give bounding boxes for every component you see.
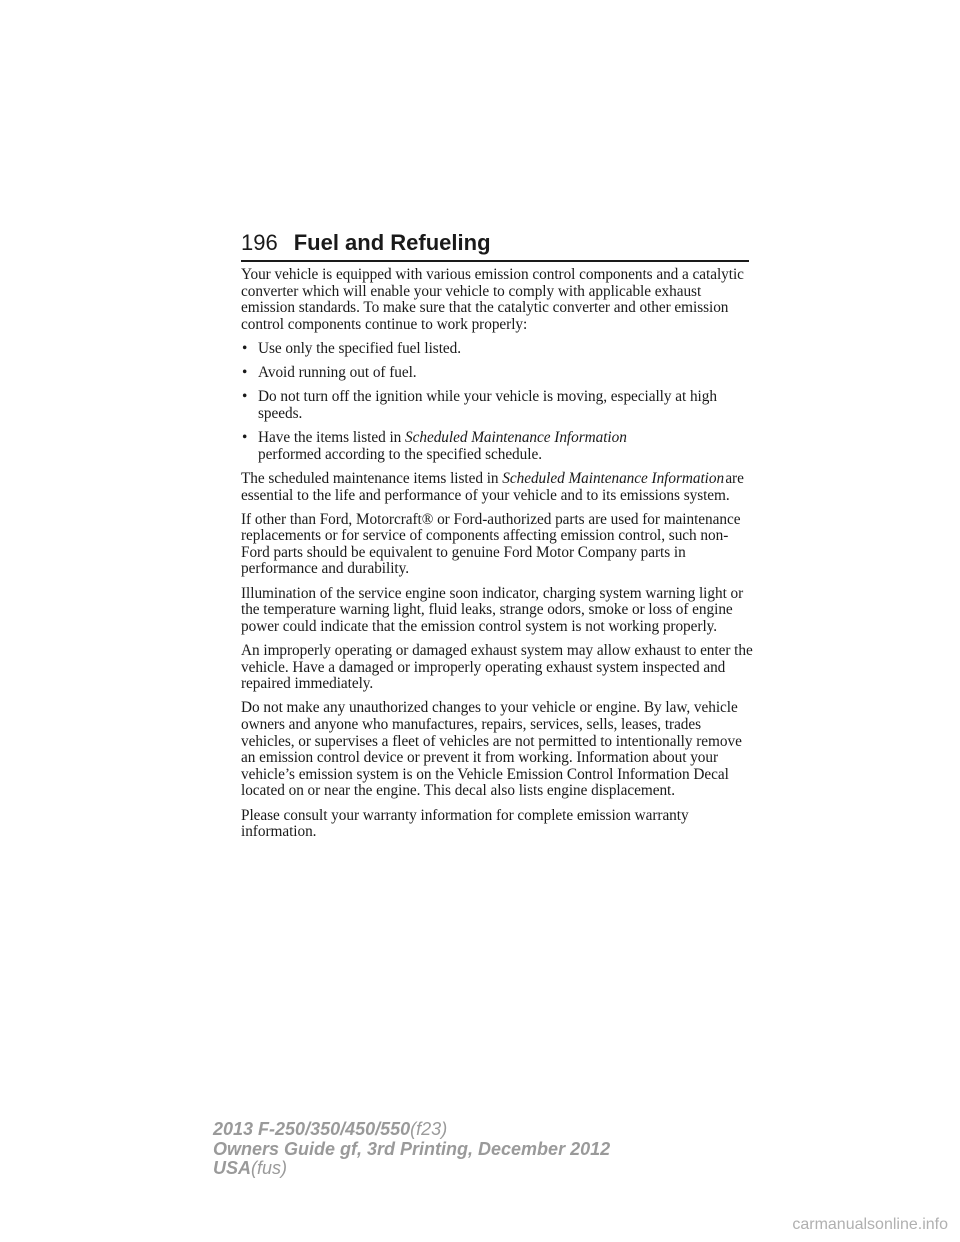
footer-line-model bbox=[213, 1120, 610, 1140]
parts-paragraph: If other than Ford, Motorcraft® or Ford-authorized parts are used for maintenance replacements or for service of components affecting emission control, such non-Ford parts should be equivalent to genuine Ford Motor Company parts in performance and durability. bbox=[241, 510, 741, 578]
bullet-icon: • bbox=[242, 429, 248, 447]
scheduled-maintenance-paragraph bbox=[241, 471, 753, 504]
list-item-text: Do not turn off the ignition while your vehicle is moving, especially at high speeds. bbox=[258, 388, 717, 422]
changes-paragraph: Do not make any unauthorized changes to your vehicle or engine. By law, vehicle owners and anyone who manufactures, repairs, services, sells, leases, trades vehicles, or supervises a fleet of vehicles are not permitted to intentionally remove an emission control device or prevent it from working. Information about your vehicle’s emission system is on the Vehicle Emission Control Information Decal located on or near the engine. This decal also lists engine displacement. bbox=[241, 699, 742, 800]
manual-body bbox=[241, 267, 753, 848]
emission-tips-list bbox=[241, 341, 753, 463]
exhaust-paragraph: An improperly operating or damaged exhaust system may allow exhaust to enter the vehicle. Have a damaged or improperly operating exhaust system inspected and repaired immediately. bbox=[241, 642, 753, 693]
intro-paragraph: Your vehicle is equipped with various emission control components and a catalytic converter which will enable your vehicle to comply with applicable exhaust emission standards. To make sure that the catalytic converter and other emission control components continue to work properly: bbox=[241, 266, 744, 333]
site-watermark: carmanualsonline.info bbox=[792, 1216, 948, 1233]
bullet-icon: • bbox=[242, 339, 248, 357]
document-footer bbox=[213, 1120, 610, 1179]
bullet-icon: • bbox=[242, 364, 248, 382]
cross-reference: Scheduled Maintenance Information bbox=[405, 429, 627, 447]
footer-line-region bbox=[213, 1159, 610, 1179]
paragraph-text: The scheduled maintenance items listed in bbox=[241, 469, 503, 487]
footer-model: 2013 F-250/350/450/550 bbox=[213, 1119, 411, 1139]
list-item bbox=[241, 389, 753, 422]
footer-region: USA bbox=[213, 1158, 252, 1178]
cross-reference: Scheduled Maintenance Information bbox=[502, 469, 725, 487]
footer-model-code: (f23) bbox=[410, 1119, 448, 1139]
footer-region-code: (fus) bbox=[251, 1158, 288, 1178]
list-item bbox=[241, 365, 753, 382]
bullet-icon: • bbox=[242, 388, 248, 406]
list-item bbox=[241, 341, 753, 358]
list-item-text: Have the items listed in bbox=[258, 429, 406, 447]
list-item-text: Avoid running out of fuel. bbox=[258, 364, 417, 382]
illumination-paragraph: Illumination of the service engine soon indicator, charging system warning light or the temperature warning light, fluid leaks, strange odors, smoke or loss of engine power could indicate that the emission control system is not working properly. bbox=[241, 584, 744, 635]
warranty-paragraph: Please consult your warranty information for complete emission warranty information. bbox=[241, 806, 689, 841]
list-item bbox=[241, 430, 753, 463]
list-item-text: performed according to the specified schedule. bbox=[258, 445, 542, 463]
footer-line-printing: Owners Guide gf, 3rd Printing, December 2012 bbox=[213, 1138, 611, 1159]
list-item-text: Use only the specified fuel listed. bbox=[258, 339, 462, 357]
page-number: 196 bbox=[241, 230, 278, 255]
section-title: Fuel and Refueling bbox=[293, 230, 491, 255]
paragraph-text: are essential to the life and performance of your vehicle and to its emissions system. bbox=[241, 469, 744, 504]
page-header bbox=[241, 228, 749, 262]
